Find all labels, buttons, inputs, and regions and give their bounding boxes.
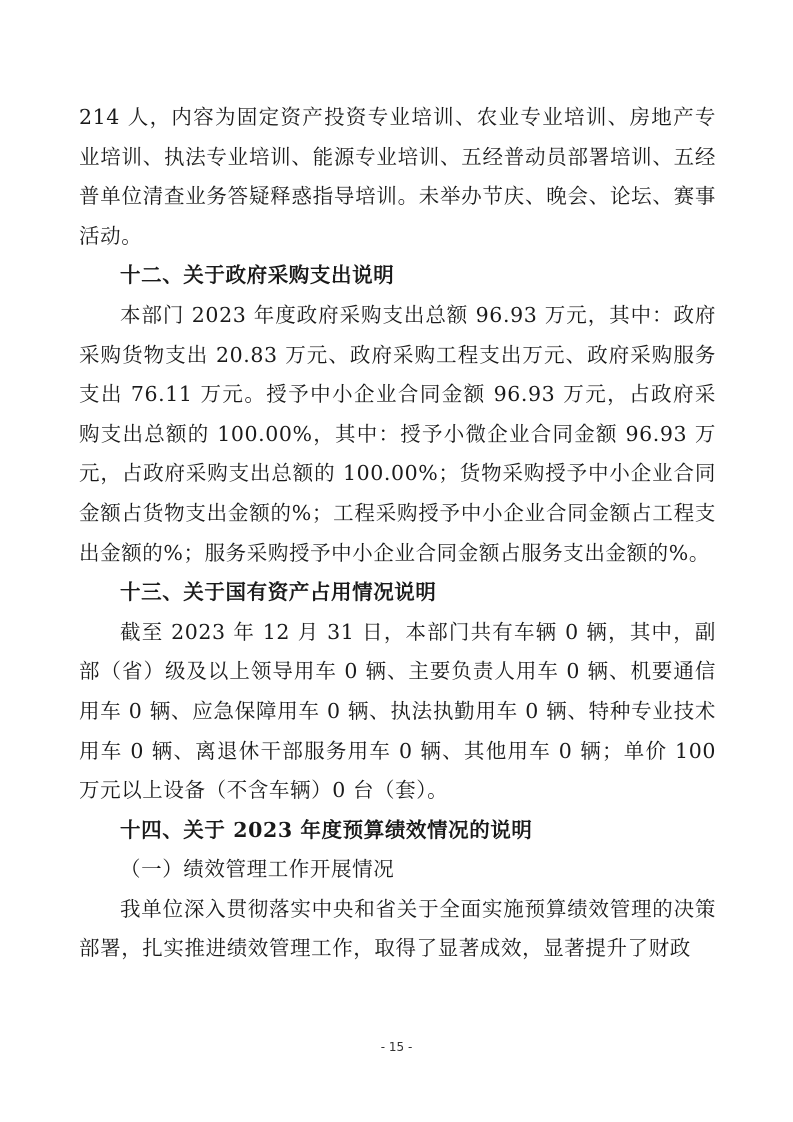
page-number: - 15 - (380, 1040, 413, 1054)
document-body (79, 98, 716, 969)
continued-paragraph: 214 人，内容为固定资产投资专业培训、农业专业培训、房地产专业培训、执法专业培训、能源专业培训、五经普动员部署培训、五经普单位清查业务答疑释惑指导培训。未举办节庆、晚会、论坛、赛事活动。 (79, 105, 716, 248)
section-14-heading: 十四、关于 2023 年度预算绩效情况的说明 (120, 817, 533, 842)
section-13-paragraph: 截至 2023 年 12 月 31 日，本部门共有车辆 0 辆，其中，副部（省）级及以上领导用车 0 辆、主要负责人用车 0 辆、机要通信用车 0 辆、应急保障用车 0 辆、执法执勤用车 0 辆、特种专业技术用车 0 辆、离退休干部服务用车 0 辆、其他用车 0 辆；单价 100 万元以上设备（不含车辆）0 台（套）。 (79, 619, 716, 803)
section-12-heading: 十二、关于政府采购支出说明 (120, 263, 395, 288)
section-13-heading: 十三、关于国有资产占用情况说明 (120, 580, 437, 605)
section-14-subheading: （一）绩效管理工作开展情况 (120, 857, 395, 882)
section-14-paragraph: 我单位深入贯彻落实中央和省关于全面实施预算绩效管理的决策部署，扎实推进绩效管理工作，取得了显著成效，显著提升了财政 (79, 896, 716, 961)
section-12-paragraph: 本部门 2023 年度政府采购支出总额 96.93 万元，其中：政府采购货物支出 20.83 万元、政府采购工程支出万元、政府采购服务支出 76.11 万元。授予中小企业合同金额 96.93 万元，占政府采购支出总额的 100.00%，其中：授予小微企业合同金额 96.93 万元，占政府采购支出总额的 100.00%；货物采购授予中小企业合同金额占货物支出金额的%；工程采购授予中小企业合同金额占工程支出金额的%；服务采购授予中小企业合同金额占服务支出金额的%。 (79, 302, 716, 565)
